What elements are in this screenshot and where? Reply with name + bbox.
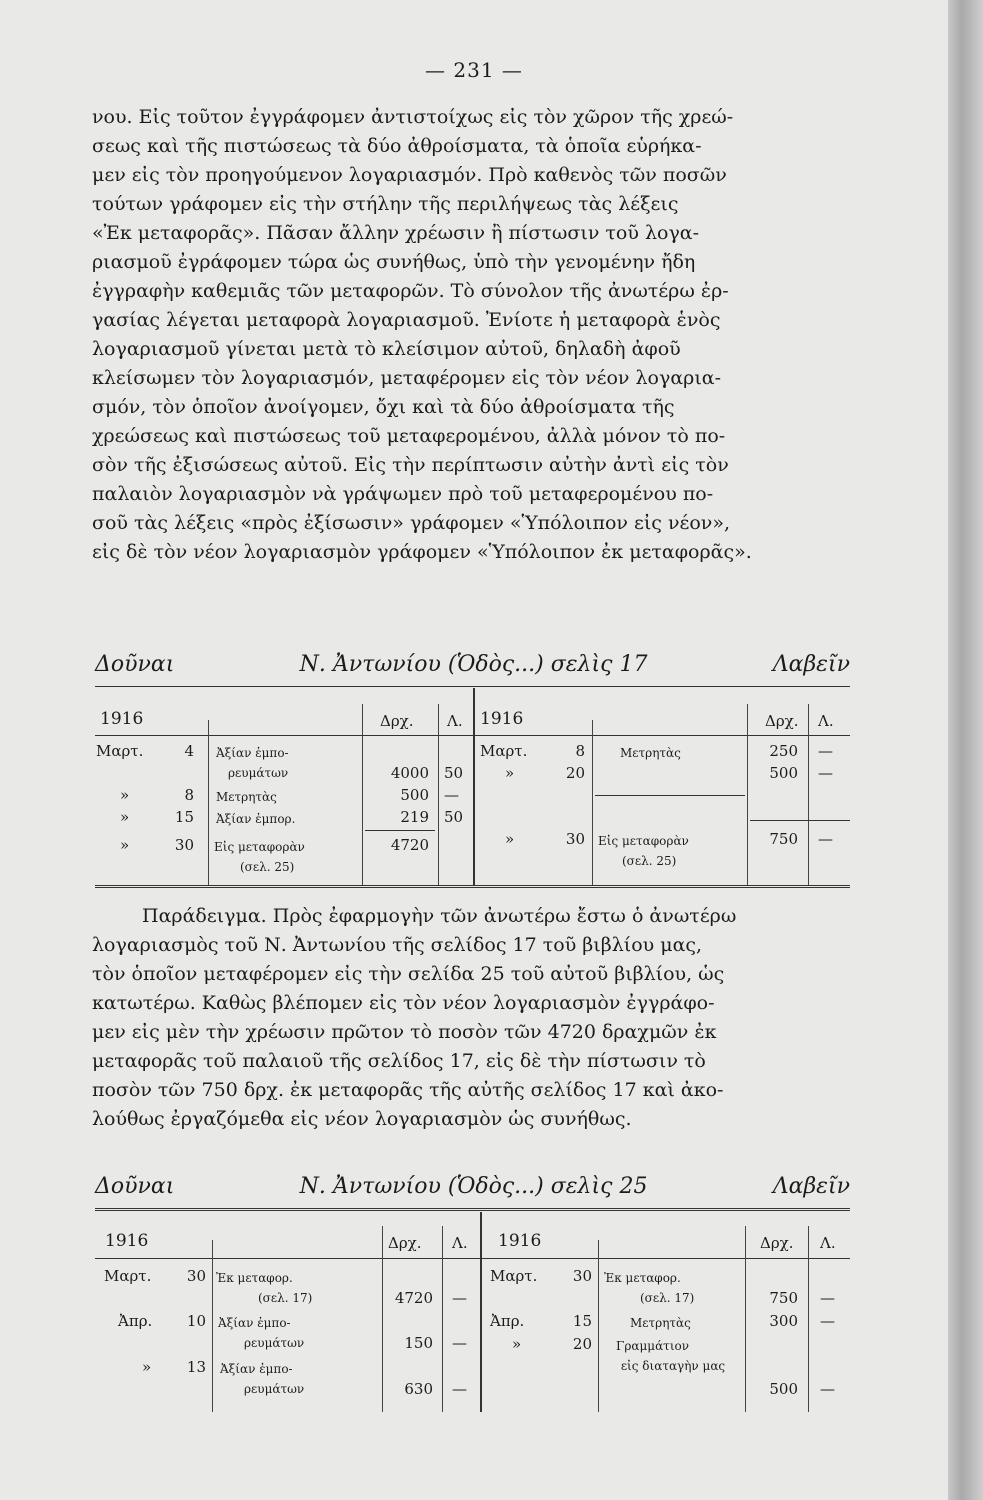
ledger-1-top-rule <box>95 686 850 687</box>
description-cell: Εἰς μεταφορὰν <box>214 840 305 854</box>
text-line: σοῦ τὰς λέξεις «πρὸς ἐξίσωσιν» γράφομεν «Ὑπόλοιπον εἰς νέον», <box>92 512 731 534</box>
lepta-cell: — <box>818 764 833 782</box>
month-cell: Μαρτ. <box>480 742 528 760</box>
drachmas-header: Δρχ. <box>765 712 799 730</box>
column-divider <box>438 704 439 885</box>
description-cell: Ἐκ μεταφορ. <box>604 1271 681 1285</box>
text-line: νου. Εἰς τοῦτον ἐγγράφομεν ἀντιστοίχως εἰς τὸν χῶρον τῆς χρεώ- <box>92 106 734 128</box>
lepta-cell: — <box>820 1289 835 1307</box>
description-cell: Γραμμάτιον <box>616 1339 690 1353</box>
description-cell: Ἐκ μεταφορ. <box>216 1271 293 1285</box>
text-line: ριασμοῦ ἐγράφομεν τώρα ὡς συνήθως, ὑπὸ τὴν γενομένην ἤδη <box>92 251 696 273</box>
column-divider <box>808 704 809 885</box>
amount-cell: 4720 <box>390 836 429 854</box>
year-label: 1916 <box>105 1231 149 1251</box>
column-divider <box>808 1226 809 1412</box>
amount-cell: 500 <box>400 786 429 804</box>
description-cell: ρευμάτων <box>228 766 289 780</box>
month-cell: » <box>120 836 130 854</box>
text-line: σμόν, τὸν ὁποῖον ἀνοίγομεν, ὄχι καὶ τὰ δύο ἀθροίσματα τῆς <box>92 396 675 418</box>
day-cell: 13 <box>186 1358 206 1376</box>
text-line: κατωτέρω. Καθὼς βλέπομεν εἰς τὸν νέον λογαριασμὸν ἐγγράφο- <box>92 992 715 1014</box>
column-divider <box>592 720 593 885</box>
description-cell: (σελ. 25) <box>240 860 295 874</box>
text-line: ποσὸν τῶν 750 δρχ. ἐκ μεταφορᾶς τῆς αὐτῆς σελίδος 17 καὶ ἀκο- <box>92 1079 724 1101</box>
lepta-cell: — <box>818 742 833 760</box>
day-cell: 10 <box>186 1312 206 1330</box>
day-cell: 4 <box>184 742 194 760</box>
column-divider <box>747 704 748 885</box>
lepta-cell: — <box>820 1312 835 1330</box>
filler-rule <box>595 795 745 796</box>
text-line: μεν εἰς τὸν προηγούμενον λογαριασμόν. Πρὸ καθενὸς τῶν ποσῶν <box>92 164 727 186</box>
day-cell: 20 <box>572 1335 592 1353</box>
amount-cell: 4000 <box>390 764 429 782</box>
description-cell: ρευμάτων <box>244 1336 305 1350</box>
column-divider <box>442 1226 443 1412</box>
drachmas-header: Δρχ. <box>380 712 414 730</box>
text-line: γασίας λέγεται μεταφορὰ λογαριασμοῦ. Ἐνίοτε ἡ μεταφορὰ ἑνὸς <box>92 309 721 331</box>
paragraph-2 <box>92 902 848 1134</box>
description-cell: Εἰς μεταφορὰν <box>598 834 689 848</box>
ledger-1-bottom-rule <box>95 885 850 888</box>
account-title: Ν. Ἀντωνίου (Ὁδὸς...) σελὶς 25 <box>299 1174 648 1199</box>
amount-cell: 250 <box>769 742 798 760</box>
lepta-cell: — <box>452 1289 467 1307</box>
lepta-header: Λ. <box>447 712 463 730</box>
amount-cell: 4720 <box>394 1289 433 1307</box>
text-line: παλαιὸν λογαριασμὸν νὰ γράψωμεν πρὸ τοῦ μεταφερομένου πο- <box>92 483 714 505</box>
description-cell: Μετρητὰς <box>216 790 277 804</box>
column-divider <box>745 1226 746 1412</box>
text-line: «Ἐκ μεταφορᾶς». Πᾶσαν ἄλλην χρέωσιν ἢ πίστωσιν τοῦ λογα- <box>92 222 700 244</box>
text-line: ἐγγραφὴν καθεμιᾶς τῶν μεταφορῶν. Τὸ σύνολον τῆς ἀνωτέρω ἐρ- <box>92 280 729 302</box>
month-cell: Μαρτ. <box>96 742 144 760</box>
page-edge <box>948 0 983 1500</box>
day-cell: 30 <box>174 836 194 854</box>
amount-cell: 750 <box>769 830 798 848</box>
day-cell: 30 <box>186 1267 206 1285</box>
amount-cell: 219 <box>400 808 429 826</box>
day-cell: 20 <box>565 764 585 782</box>
text-line: τὸν ὁποῖον μεταφέρομεν εἰς τὴν σελίδα 25 τοῦ αὐτοῦ βιβλίου, ὡς <box>92 963 725 985</box>
year-label: 1916 <box>498 1231 542 1251</box>
credit-heading: Λαβεῖν <box>772 1174 850 1199</box>
debit-heading: Δοῦναι <box>95 652 175 677</box>
day-cell: 30 <box>572 1267 592 1285</box>
account-title: Ν. Ἀντωνίου (Ὁδὸς...) σελὶς 17 <box>299 652 648 677</box>
year-label: 1916 <box>480 709 524 729</box>
lepta-cell: — <box>452 1334 467 1352</box>
month-cell: » <box>120 786 130 804</box>
month-cell: Ἀπρ. <box>118 1312 153 1330</box>
text-line: χρεώσεως καὶ πιστώσεως τοῦ μεταφερομένου, ἀλλὰ μόνον τὸ πο- <box>92 425 726 447</box>
text-line: κλείσωμεν τὸν λογαριασμόν, μεταφέρομεν εἰς τὸν νέον λογαρια- <box>92 367 722 389</box>
description-cell: Μετρητὰς <box>630 1316 691 1330</box>
month-cell: » <box>505 830 515 848</box>
description-cell: Ἀξίαν ἐμπο- <box>216 746 289 760</box>
amount-cell: 750 <box>769 1289 798 1307</box>
amount-cell: 500 <box>769 1380 798 1398</box>
amount-cell: 630 <box>404 1380 433 1398</box>
drachmas-header: Δρχ. <box>760 1234 794 1252</box>
month-cell: Ἀπρ. <box>490 1312 525 1330</box>
amount-cell: 500 <box>769 764 798 782</box>
description-cell: (σελ. 25) <box>622 854 677 868</box>
ledger-2-center-divider <box>480 1212 482 1412</box>
amount-cell: 150 <box>404 1334 433 1352</box>
month-cell: » <box>120 808 130 826</box>
text-line: λογαριασμὸς τοῦ Ν. Ἀντωνίου τῆς σελίδος 17 τοῦ βιβλίου μας, <box>92 934 703 956</box>
day-cell: 30 <box>565 830 585 848</box>
amount-cell: 300 <box>769 1312 798 1330</box>
description-cell: ρευμάτων <box>244 1382 305 1396</box>
sum-rule <box>365 830 435 831</box>
description-cell: (σελ. 17) <box>640 1291 695 1305</box>
day-cell: 8 <box>575 742 585 760</box>
day-cell: 8 <box>184 786 194 804</box>
text-line: λούθως ἐργαζόμεθα εἰς νέον λογαριασμὸν ὡς συνήθως. <box>92 1108 632 1130</box>
text-line: σεως καὶ τῆς πιστώσεως τὰ δύο ἀθροίσματα, τὰ ὁποῖα εὑρήκα- <box>92 135 702 157</box>
ledger-2-header <box>95 1174 850 1199</box>
description-cell: Ἀξίαν ἐμπορ. <box>216 812 296 826</box>
description-cell: εἰς διαταγὴν μας <box>620 1359 726 1373</box>
sum-rule <box>750 820 850 821</box>
ledger-2-header-rule <box>95 1258 850 1259</box>
month-cell: Μαρτ. <box>490 1267 538 1285</box>
text-line: εἰς δὲ τὸν νέον λογαριασμὸν γράφομεν «Ὑπόλοιπον ἐκ μεταφορᾶς». <box>92 541 752 563</box>
lepta-cell: 50 <box>444 808 464 826</box>
column-divider <box>362 704 363 885</box>
lepta-cell: — <box>452 1380 467 1398</box>
year-label: 1916 <box>100 709 144 729</box>
lepta-header: Λ. <box>818 712 834 730</box>
month-cell: » <box>505 764 515 782</box>
text-line: λογαριασμοῦ γίνεται μετὰ τὸ κλείσιμον αὐτοῦ, δηλαδὴ ἀφοῦ <box>92 338 681 360</box>
lepta-cell: — <box>444 786 459 804</box>
lepta-header: Λ. <box>452 1234 468 1252</box>
lepta-cell: 50 <box>444 764 464 782</box>
lepta-cell: — <box>818 830 833 848</box>
text-line: τούτων γράφομεν εἰς τὴν στήλην τῆς περιλήψεως τὰς λέξεις <box>92 193 679 215</box>
day-cell: 15 <box>572 1312 592 1330</box>
ledger-1-header <box>95 652 850 677</box>
column-divider <box>208 720 209 885</box>
description-cell: Ἀξίαν ἐμπο- <box>218 1316 291 1330</box>
column-divider <box>598 1240 599 1412</box>
description-cell: Ἀξίαν ἐμπο- <box>220 1362 293 1376</box>
page-number: — 231 — <box>425 58 523 82</box>
text-line: Παράδειγμα. Πρὸς ἐφαρμογὴν τῶν ἀνωτέρω ἔστω ὁ ἀνωτέρω <box>142 905 737 927</box>
credit-heading: Λαβεῖν <box>772 652 850 677</box>
lepta-cell: — <box>820 1380 835 1398</box>
ledger-1-center-divider <box>473 688 475 885</box>
column-divider <box>382 1226 383 1412</box>
lepta-header: Λ. <box>820 1234 836 1252</box>
description-cell: (σελ. 17) <box>258 1291 313 1305</box>
day-cell: 15 <box>174 808 194 826</box>
month-cell: » <box>142 1358 152 1376</box>
description-cell: Μετρητὰς <box>620 746 681 760</box>
column-divider <box>212 1240 213 1412</box>
month-cell: Μαρτ. <box>104 1267 152 1285</box>
paragraph-1 <box>92 103 848 567</box>
ledger-2-top-rule <box>95 1208 850 1211</box>
month-cell: » <box>512 1335 522 1353</box>
drachmas-header: Δρχ. <box>388 1234 422 1252</box>
debit-heading: Δοῦναι <box>95 1174 175 1199</box>
text-line: μεταφορᾶς τοῦ παλαιοῦ τῆς σελίδος 17, εἰς δὲ τὴν πίστωσιν τὸ <box>92 1050 706 1072</box>
text-line: μεν εἰς μὲν τὴν χρέωσιν πρῶτον τὸ ποσὸν τῶν 4720 δραχμῶν ἐκ <box>92 1021 717 1043</box>
text-line: σὸν τῆς ἐξισώσεως αὐτοῦ. Εἰς τὴν περίπτωσιν αὐτὴν ἀντὶ εἰς τὸν <box>92 454 729 476</box>
